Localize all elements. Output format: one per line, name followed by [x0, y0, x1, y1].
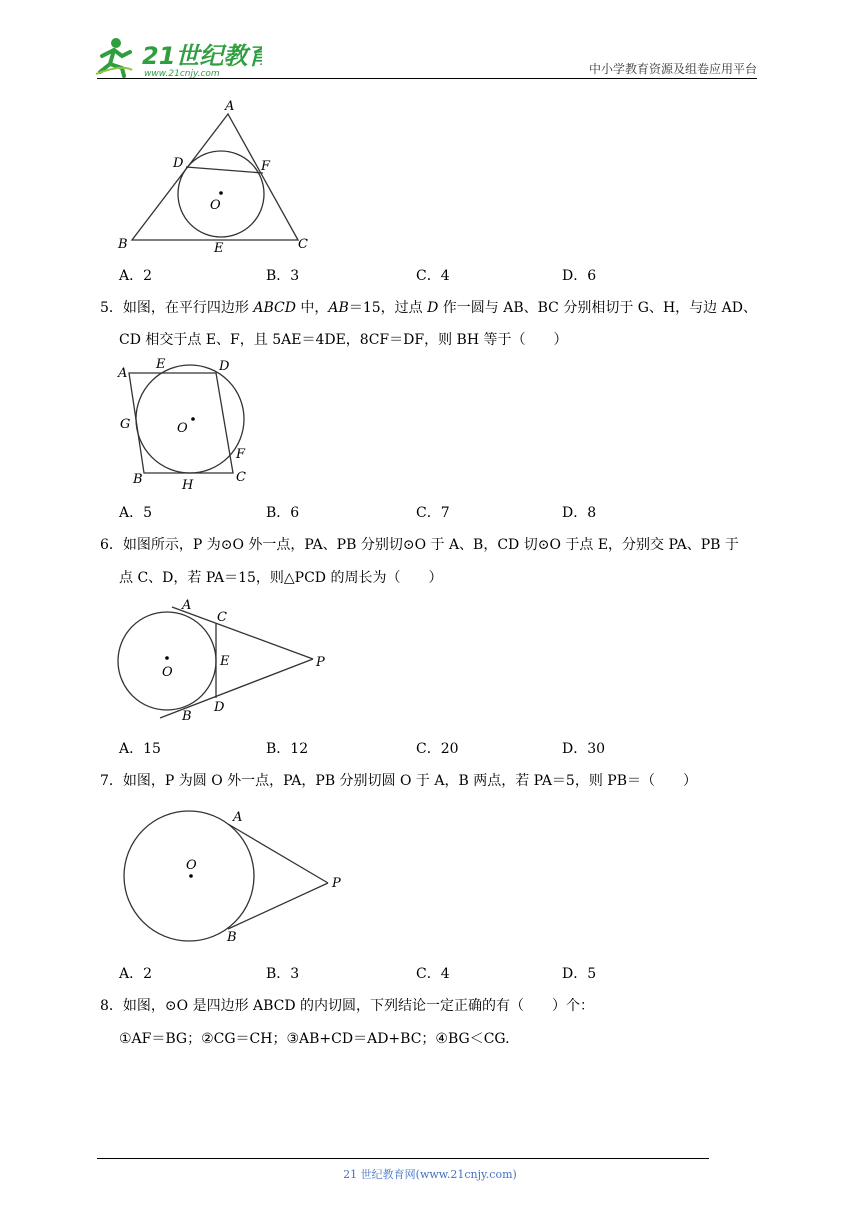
logo-url: www.21cnjy.com — [144, 69, 220, 79]
q7-label-p: P — [332, 876, 341, 891]
q4-label-d: D — [173, 156, 184, 171]
q4-label-f: F — [261, 159, 271, 174]
q5-label-o: O — [177, 421, 188, 436]
q5-figure — [112, 355, 272, 495]
q7-line-1: 7．如图，P 为圆 O 外一点，PA，PB 分别切圆 O 于 A，B 两点，若 PA＝5，则 PB＝（ ） — [100, 773, 697, 789]
q5-option-b[interactable]: B．6 — [266, 505, 300, 521]
q4-label-b: B — [118, 237, 128, 252]
q5-label-d: D — [219, 359, 230, 374]
site-logo — [92, 34, 262, 80]
q4-option-c[interactable]: C．4 — [416, 268, 450, 284]
logo-text: 21世纪教育 — [142, 42, 262, 70]
q7-option-b[interactable]: B．3 — [266, 966, 300, 982]
q5-line-1: 5．如图，在平行四边形 ABCD 中，AB＝15，过点 D 作一圆与 AB、BC 分别相切于 G、H，与边 AD、 — [100, 300, 757, 316]
q4-label-c: C — [298, 237, 308, 252]
q6-label-e: E — [220, 654, 230, 669]
q5-option-d[interactable]: D．8 — [562, 505, 597, 521]
q6-label-b: B — [182, 709, 192, 724]
footer-link[interactable]: 21 世纪教育网(www.21cnjy.com) — [343, 1168, 517, 1181]
q6-option-a[interactable]: A．15 — [119, 741, 161, 757]
q7-label-a: A — [233, 810, 243, 825]
q6-label-a: A — [182, 598, 192, 613]
q7-label-b: B — [227, 930, 237, 945]
q4-option-a[interactable]: A．2 — [119, 268, 153, 284]
q6-option-b[interactable]: B．12 — [266, 741, 309, 757]
q5-label-e: E — [156, 357, 166, 372]
q6-label-d: D — [214, 700, 225, 715]
q4-figure — [110, 96, 330, 262]
q6-option-c[interactable]: C．20 — [416, 741, 459, 757]
q5-line-2: CD 相交于点 E、F，且 5AE＝4DE，8CF＝DF，则 BH 等于（ ） — [119, 332, 568, 348]
q8-line-1: 8．如图，⊙O 是四边形 ABCD 的内切圆，下列结论一定正确的有（ ）个： — [100, 998, 595, 1014]
q6-label-p: P — [316, 655, 325, 670]
q4-option-b[interactable]: B．3 — [266, 268, 300, 284]
q8-line-2: ①AF＝BG；②CG＝CH；③AB+CD＝AD+BC；④BG＜CG. — [119, 1031, 510, 1047]
footer-divider — [97, 1158, 709, 1159]
q6-option-d[interactable]: D．30 — [562, 741, 606, 757]
q5-label-a: A — [118, 366, 128, 381]
q4-option-d[interactable]: D．6 — [562, 268, 597, 284]
q5-label-h: H — [182, 478, 194, 493]
q6-line-1: 6．如图所示，P 为⊙O 外一点，PA、PB 分别切⊙O 于 A、B，CD 切⊙O 于点 E，分别交 PA、PB 于 — [100, 537, 739, 553]
q5-option-a[interactable]: A．5 — [119, 505, 153, 521]
q7-option-a[interactable]: A．2 — [119, 966, 153, 982]
q7-option-c[interactable]: C．4 — [416, 966, 450, 982]
q5-label-b: B — [133, 472, 143, 487]
q4-label-o: O — [210, 198, 221, 213]
q7-label-o: O — [186, 858, 197, 873]
q4-label-e: E — [214, 241, 224, 256]
q7-option-d[interactable]: D．5 — [562, 966, 597, 982]
q5-label-g: G — [120, 417, 131, 432]
q4-label-a: A — [225, 99, 235, 114]
q5-label-c: C — [236, 470, 246, 485]
q5-option-c[interactable]: C．7 — [416, 505, 450, 521]
header-divider — [97, 78, 757, 79]
runner-logo-icon — [92, 34, 262, 80]
q5-label-f: F — [236, 447, 246, 462]
q6-label-c: C — [217, 610, 227, 625]
q6-line-2: 点 C、D，若 PA＝15，则△PCD 的周长为（ ） — [119, 570, 443, 586]
site-name: 中小学教育资源及组卷应用平台 — [588, 62, 757, 76]
q6-figure — [110, 595, 340, 730]
q6-label-o: O — [162, 665, 173, 680]
q7-figure — [115, 803, 355, 948]
